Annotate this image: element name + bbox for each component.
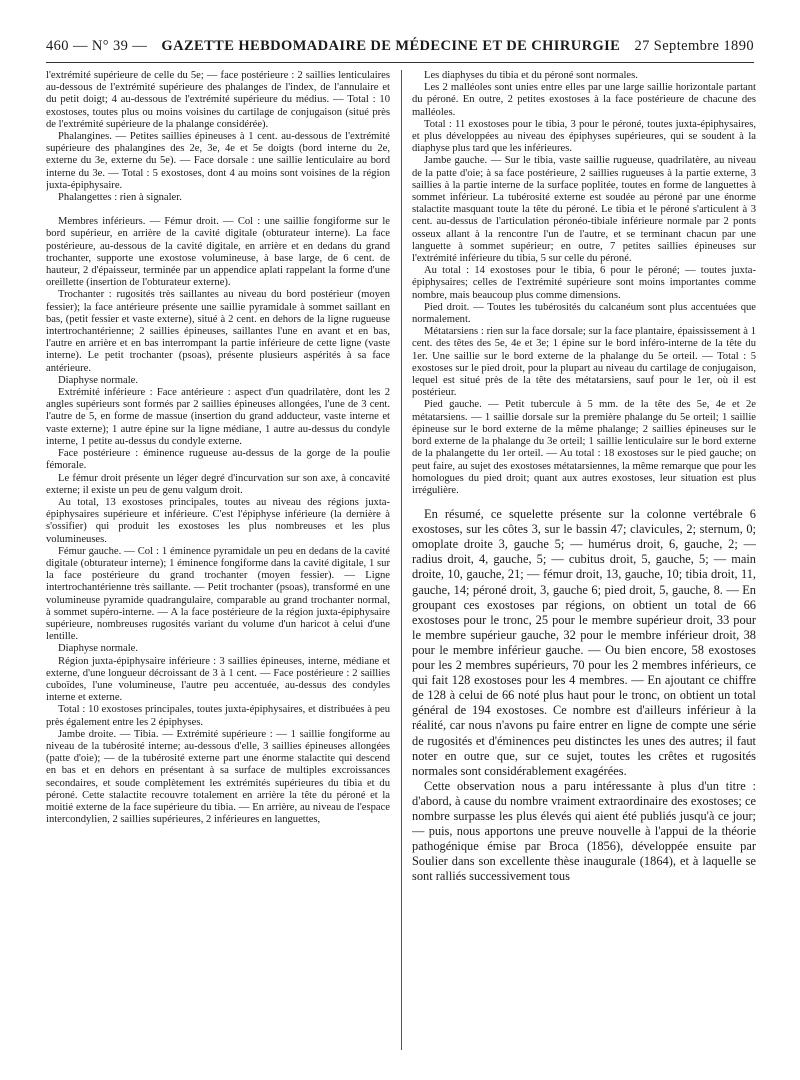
paragraph: Le fémur droit présente un léger degré d'incurvation sur son axe, à concavité externe; il existe un peu de genu valgum droit. bbox=[46, 472, 390, 496]
page-header bbox=[46, 38, 754, 62]
paragraph: Fémur gauche. — Col : 1 éminence pyramidale un peu en dedans de la cavité digitale (obturateur interne); 1 éminence fongiforme dans la cavité digitale, 1 sur la face postérieure du grand trochanter (moyen fessier). — Ligne intertrochantérienne très saillante. — Petit trochanter (psoas), transformé en une volumineuse pyramide quadrangulaire, comparable au grand trochanter normal, à sommet supéro-interne. — A la face postérieure de la région juxta-épiphysaire supérieure, nombreuses rugosités variant du volume d'un haricot à celui d'une lentille. bbox=[46, 545, 390, 643]
paragraph: Diaphyse normale. bbox=[58, 374, 139, 386]
paragraph: Région juxta-épiphysaire inférieure : 3 saillies épineuses, interne, médiane et externe, d'une longueur décroissant de 3 à 1 cent. — Face postérieure : 2 saillies cuboïdes, l'une volumineuse, l'autre peu accentuée, au-dessus des condyles interne et externe. bbox=[46, 655, 390, 704]
summary-section bbox=[412, 507, 756, 884]
paragraph: Jambe droite. — Tibia. — Extrémité supérieure : — 1 saillie fongiforme au niveau de la tubérosité interne; au-dessous d'elle, 3 saillies épineuses allongées (patte d'oie); — de la tubérosité externe part une énorme stalactite qui descend en bas et en dehors en présentant à sa surface de multiples excroissances secondaires, et soude complètement les extrémités supérieures du tibia et du péroné. Cette stalactite recouvre totalement en arrière la tête du péroné et la moitié externe de la face supérieure du tibia. — En arrière, au niveau de l'espace intercondylien, 2 saillies supérieures, 2 inférieures en languettes, bbox=[46, 728, 390, 826]
paragraph: Les 2 malléoles sont unies entre elles par une large saillie horizontale partant du péroné. En outre, 2 petites exostoses à la face postérieure de chacune des malléoles. bbox=[412, 82, 756, 118]
paragraph: Jambe gauche. — Sur le tibia, vaste saillie rugueuse, quadrilatère, au niveau de la patte d'oie; à sa face postérieure, 2 saillies rugueuses à la partie externe, 3 saillies à la partie interne de la surface poplitée, toutes en forme de languettes à sommet inférieur. La tubérosité externe est soudée au péroné par une énorme stalactite masquant toute la tête du péroné. Le tibia et le péroné s'articulent à 3 cent. au-dessus de l'articulation péronéo-tibiale inférieure normale par 2 ponts osseux allant à la rencontre l'un de l'autre, et se terminant chacun par une languette à sommet supérieur; en outre, 7 petites saillies épineuses sur l'extrémité inférieure du tibia, 5 sur celle du péroné. bbox=[412, 155, 756, 265]
paragraph: Pied droit. — Toutes les tubérosités du calcanéum sont plus accentuées que normalement. bbox=[412, 301, 756, 326]
paragraph: Diaphyse normale. bbox=[58, 643, 139, 655]
paragraph: Total : 10 exostoses principales, toutes juxta-épiphysaires, et distribuées à peu près également entre les 2 épiphyses. bbox=[46, 704, 390, 728]
paragraph: Phalangettes : rien à signaler. bbox=[58, 192, 182, 204]
paragraph: Trochanter : rugosités très saillantes au niveau du bord postérieur (moyen fessier); la face antérieure présente une saillie pyramidale à sommet saillant en bas, (petit fessier et vaste externe), situé à 2 cent. en dehors de la ligne rugueuse intertrochantérienne; 2 saillies épineuses, saillantes l'une en avant et en bas, l'autre en arrière et en bas interrompant la partie inférieure de cette ligne (vaste interne). Le petit trochanter (psoas), présente plusieurs aspérités à sa face antérieure. bbox=[46, 289, 390, 374]
paragraph: Métatarsiens : rien sur la face dorsale; sur la face plantaire, épaississement à 1 cent. des têtes des 5e, 4e et 3e; 1 épine sur le bord inféro-interne de la tête du 1er. Une saillie sur le bord externe de la phalange du 5e orteil. — Total : 5 exostoses sur le pied droit, pour la plupart au niveau du cartilage de conjugaison, lequel est situé près de la tête des métatarsiens, sauf pour le 1er, où il est postérieur. bbox=[412, 326, 756, 399]
paragraph: Phalangines. — Petites saillies épineuses à 1 cent. au-dessous de l'extrémité supérieure des phalangines des 2e, 3e, 4e et 5e doigts (bord interne du 2e, externe du 3e, externe du 5e). — Face dorsale : une saillie lenticulaire au bord interne du 3e. — Total : 5 exostoses, dont 4 au moins sont voisines de la région juxta-épiphysaire. bbox=[46, 131, 390, 191]
paragraph: l'extrémité supérieure de celle du 5e; — face postérieure : 2 saillies lenticulaires au-dessous de l'extrémité supérieure des phalanges de l'index, de l'annulaire et du petit doigt; 4 au-dessous de l'extrémité supérieure du médius. — Total : 10 exostoses, toutes plus ou moins voisines du cartilage de conjugaison (situé près de l'extrémité supérieure de la phalange considérée). bbox=[46, 70, 390, 130]
right-column bbox=[412, 70, 756, 1056]
page-number: 460 — N° 39 — bbox=[46, 38, 148, 54]
left-column bbox=[46, 70, 390, 1056]
conclusion-paragraph: Cette observation nous a paru intéressante à plus d'un titre : d'abord, à cause du nombre vraiment extraordinaire des exostoses; ce nombre surpasse les plus élevés qui aient été publiés jusqu'à ce jour; — puis, nous apportons une preuve nouvelle à l'appui de la théorie pathogénique émise par Broca (1856), développée ensuite par Soulier dans son excellente thèse inaugurale (1864), et à laquelle se sont ralliés successivement tous bbox=[412, 778, 756, 884]
issue-date: 27 Septembre 1890 bbox=[634, 38, 754, 54]
journal-title: GAZETTE HEBDOMADAIRE DE MÉDECINE ET DE CHIRURGIE bbox=[161, 38, 621, 54]
paragraph: Pied gauche. — Petit tubercule à 5 mm. de la tête des 5e, 4e et 2e métatarsiens. — 1 saillie dorsale sur la première phalange du 5e orteil; 1 saillie épineuse sur le bord externe de la même phalange; 2 saillies épineuses sur le bord externe de la phalange du 3e orteil; 1 saillie lenticulaire sur le bord externe de la phalangette du 1er orteil. — Au total : 18 exostoses sur le pied gauche; on peut faire, au sujet des exostoses métatarsiennes, la même remarque que pour les homologues du pied droit; quant aux autres exostoses, leur situation est plus irrégulière. bbox=[412, 399, 756, 496]
paragraph: Extrémité inférieure : Face antérieure : aspect d'un quadrilatère, dont les 2 angles supérieurs sont formés par 2 saillies épineuses allongées, l'une de 3 cent. l'autre de 5, en forme de massue (insertion du grand adducteur, vaste interne et vaste externe); 1 autre épine sur la ligne médiane, 1 autre au-dessus du condyle interne, 1 petite au-dessus du condyle externe. bbox=[46, 387, 390, 447]
paragraph: Membres inférieurs. — Fémur droit. — Col : une saillie fongiforme sur le bord supérieur, en arrière de la cavité digitale (obturateur interne). La face postérieure, au-dessous de la cavité digitale, en arrière et en dedans du grand trochanter, supporte une exostose volumineuse, à base large, de 6 cent. de hauteur, 2 d'épaisseur, terminée par un appendice aplati rappelant la forme d'une oreillette (insertion de l'obturateur externe). bbox=[46, 216, 390, 289]
summary-paragraph: En résumé, ce squelette présente sur la colonne vertébrale 6 exostoses, sur les côtes 3, sur le bassin 47; clavicules, 2; sternum, 0; omoplate droite 3, gauche 5; — humérus droit, 6, gauche, 2; — radius droit, 4, gauche, 5; — cubitus droit, 5, gauche, 5; — main droite, 10, gauche, 21; — fémur droit, 13, gauche, 10; tibia droit, 11, gauche, 14; péroné droit, 3, gauche 6; pied droit, 5, gauche, 8. — En groupant ces exostoses par régions, on obtient un total de 66 exostoses pour le tronc, 25 pour le membre supérieur droit, 33 pour le membre supérieur gauche, 32 pour le membre inférieur droit, 38 pour le membre inférieur gauche. — Ou bien encore, 58 exostoses pour les 2 membres supérieurs, 70 pour les 2 membres inférieurs, ce qui fait 128 exostoses pour les 4 membres. — En ajoutant ce chiffre de 128 à celui de 66 noté plus haut pour le tronc, on obtient un total général de 194 exostoses. Ce nombre est d'ailleurs inférieur à la réalité, car nous n'avons pu faire entrer en ligne de compte une série de rugosités et d'éminences peu distinctes les unes des autres; il faut noter en outre que, sur ce sujet, toutes les crêtes et rugosités normales sont considérablement exagérées. bbox=[412, 507, 756, 778]
column-divider bbox=[401, 70, 402, 1050]
paragraph: Les diaphyses du tibia et du péroné sont normales. bbox=[424, 70, 638, 81]
header-rule bbox=[46, 62, 754, 63]
paragraph: Au total, 13 exostoses principales, toutes au niveau des régions juxta-épiphysaires supérieure et inférieure. C'est l'épiphyse inférieure (la dernière à s'ossifier) qui produit les exostoses les plus nombreuses et les plus volumineuses. bbox=[46, 496, 390, 545]
paragraph: Total : 11 exostoses pour le tibia, 3 pour le péroné, toutes juxta-épiphysaires, et plus développées au niveau des épiphyses supérieures, qui se soudent à la diaphyse plus tard que les inférieures. bbox=[412, 118, 756, 155]
paragraph: Au total : 14 exostoses pour le tibia, 6 pour le péroné; — toutes juxta-épiphysaires; celles de l'extrémité supérieure sont moins importantes comme nombre, mais beaucoup plus comme dimensions. bbox=[412, 265, 756, 301]
paragraph: Face postérieure : éminence rugueuse au-dessus de la gorge de la poulie fémorale. bbox=[46, 448, 390, 472]
